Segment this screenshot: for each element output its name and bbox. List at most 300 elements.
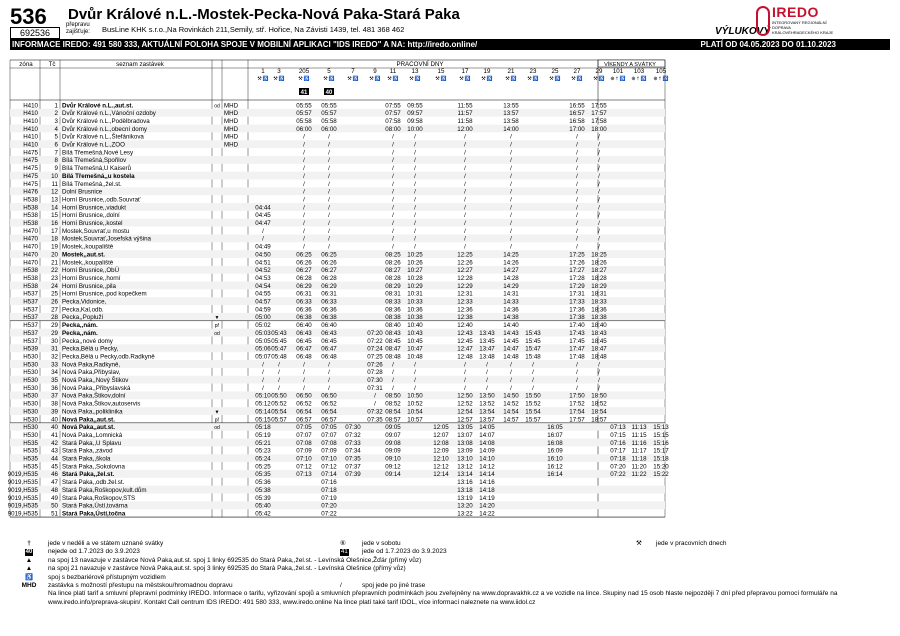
stop-index: 51: [51, 510, 58, 518]
stop-zone: H470: [23, 251, 38, 259]
stop-index: 40: [51, 424, 58, 432]
departure-time: 04:57: [255, 298, 271, 306]
departure-time: /: [464, 220, 466, 227]
departure-time: 06:38: [296, 314, 312, 322]
departure-time: /: [278, 369, 280, 377]
departure-time: 15:15: [653, 431, 669, 439]
departure-time: 17:45: [569, 337, 585, 345]
stop-index: 14: [51, 204, 58, 212]
departure-time: 05:57: [321, 110, 337, 118]
departure-time: /: [414, 180, 416, 188]
departure-time: /: [392, 180, 394, 188]
departure-time: 05:58: [321, 117, 337, 125]
departure-time: 18:50: [591, 392, 607, 400]
departure-time: /: [392, 204, 394, 212]
departure-time: 06:28: [296, 274, 312, 282]
departure-time: 14:00: [503, 125, 519, 133]
departure-time: 10:29: [407, 282, 423, 290]
stop-zone: H470: [23, 259, 38, 267]
departure-time: 14:20: [479, 502, 495, 510]
stop-index: 36: [51, 384, 58, 392]
departure-time: /: [464, 204, 466, 212]
stop-name: Pecka,Bělá u Pecky,: [62, 345, 119, 353]
departure-time: 07:17: [610, 447, 626, 455]
trip-number: 5: [327, 68, 331, 75]
departure-time: 06:57: [296, 416, 312, 424]
stop-name: Dvůr Králové n.L.,Vánoční ozdoby: [62, 110, 156, 118]
departure-time: 09:55: [407, 102, 423, 110]
departure-time: /: [303, 172, 305, 180]
departure-time: 18:28: [591, 274, 607, 282]
departure-time: /: [392, 384, 394, 392]
departure-time: 10:00: [407, 125, 423, 133]
departure-time: 05:58: [296, 117, 312, 125]
departure-time: 06:29: [296, 282, 312, 290]
departure-time: 05:24: [255, 455, 271, 463]
departure-time: /: [464, 212, 466, 220]
stop-name: Horní Brusnice,,kostel: [62, 220, 123, 227]
departure-time: /: [278, 361, 280, 369]
departure-time: 06:40: [321, 322, 337, 330]
departure-time: 05:25: [255, 463, 271, 471]
mhd-label: MHD: [21, 582, 37, 589]
stop-name: Bílá Třemešná,,žel.st.: [62, 180, 122, 188]
departure-time: 10:25: [407, 251, 423, 259]
departure-time: 07:13: [610, 424, 626, 432]
departure-time: /: [414, 165, 416, 173]
departure-time: 07:07: [296, 431, 312, 439]
departure-time: 05:39: [255, 494, 271, 502]
departure-time: /: [598, 165, 600, 173]
trip-symbols: ⚒ ♿: [323, 77, 335, 82]
stop-name: Dvůr Králové n.L.,Štefánikova: [62, 133, 144, 141]
departure-time: 17:26: [569, 259, 585, 267]
departure-time: /: [414, 220, 416, 227]
departure-time: /: [510, 149, 512, 157]
departure-time: 16:09: [547, 447, 563, 455]
operator-info: BusLine KHK s.r.o.,Na Rovinkách 211,Semily, stř. Hořice, Na Závisti 1439, tel. 481 368 462: [102, 25, 405, 34]
stop-name: Mostek,,aut.st.: [62, 251, 105, 259]
stop-name: Bílá Třemešná,U Kaiserů: [62, 165, 132, 173]
departure-time: 07:30: [367, 377, 383, 384]
departure-time: 10:40: [407, 322, 423, 330]
departure-time: 17:31: [569, 290, 585, 298]
departure-time: /: [392, 220, 394, 227]
departure-time: 05:55: [321, 102, 337, 110]
departure-time: 09:07: [385, 431, 401, 439]
departure-time: 12:33: [457, 298, 473, 306]
departure-time: 18:54: [591, 408, 607, 416]
departure-time: 18:38: [591, 314, 607, 322]
departure-time: 05:21: [255, 439, 271, 447]
departure-time: 08:47: [385, 345, 401, 353]
trip-number: 9: [373, 68, 377, 75]
departure-time: 08:25: [385, 251, 401, 259]
departure-time: /: [328, 227, 330, 235]
departure-time: /: [532, 377, 534, 384]
departure-time: /: [598, 361, 600, 369]
departure-time: 17:33: [569, 298, 585, 306]
stop-zone: H530: [23, 384, 38, 392]
departure-time: 05:57: [271, 416, 287, 424]
departure-time: 17:36: [569, 306, 585, 314]
trip-symbols: ⚒ ♿: [571, 77, 583, 82]
departure-time: 07:19: [321, 494, 337, 502]
trip-number: 3: [277, 68, 281, 75]
departure-time: 04:55: [255, 290, 271, 298]
stop-index: 33: [51, 361, 58, 369]
departure-time: /: [328, 220, 330, 227]
stop-index: 13: [51, 196, 58, 204]
group-weekend-header: VÍKENDY A SVÁTKY: [604, 62, 656, 68]
stop-zone: H530: [23, 361, 38, 369]
departure-time: 05:15: [255, 416, 271, 424]
stop-index: 50: [51, 502, 58, 510]
departure-time: 07:20: [367, 329, 383, 337]
departure-time: 17:25: [569, 251, 585, 259]
legend-40: nejede od 1.7.2023 do 3.9.2023: [48, 548, 140, 556]
stop-zone: H537: [23, 306, 38, 314]
stop-index: 37: [51, 392, 58, 400]
departure-time: /: [262, 227, 264, 235]
departure-time: 05:35: [255, 471, 271, 479]
departure-time: 06:40: [296, 322, 312, 330]
departure-time: 14:09: [479, 447, 495, 455]
departure-time: /: [392, 369, 394, 377]
departure-time: 07:35: [345, 455, 361, 463]
departure-time: 15:52: [525, 400, 541, 408]
trip-number: 103: [633, 68, 645, 75]
departure-time: 05:10: [255, 392, 271, 400]
stop-zone: H535: [23, 439, 38, 447]
stop-zone: H538: [23, 274, 38, 282]
departure-time: 12:54: [457, 408, 473, 416]
departure-time: 17:47: [569, 345, 585, 353]
departure-time: 12:36: [457, 306, 473, 314]
trip-number: 23: [529, 68, 537, 75]
departure-time: /: [598, 377, 600, 384]
stop-name: Bílá Třemešná,Spořilov: [62, 157, 127, 165]
stop-zone: H537: [23, 290, 38, 298]
departure-time: /: [464, 196, 466, 204]
departure-time: 16:58: [569, 117, 585, 125]
departure-time: 18:33: [591, 298, 607, 306]
departure-time: 07:09: [296, 447, 312, 455]
departure-time: /: [392, 157, 394, 165]
departure-time: 13:52: [479, 400, 495, 408]
stop-zone: H475: [23, 165, 38, 173]
departure-time: 09:08: [385, 439, 401, 447]
departure-time: 12:09: [433, 447, 449, 455]
departure-time: /: [510, 227, 512, 235]
stop-zone: 9019,H535: [7, 502, 38, 510]
departure-time: 09:10: [385, 455, 401, 463]
departure-time: 15:48: [525, 353, 541, 361]
stop-flag: od: [214, 103, 220, 110]
departure-time: 09:05: [385, 424, 401, 432]
stop-name: Horní Brusnice,,dolní: [62, 212, 120, 220]
departure-time: 18:48: [591, 353, 607, 361]
stop-name: Nová Paka,,Přibyslavská: [62, 384, 131, 392]
departure-time: /: [464, 369, 466, 377]
stop-name: Nová Paka,Štikov,autoservis: [62, 400, 141, 408]
departure-time: /: [392, 243, 394, 251]
trip-symbols: ⚒ ♿: [273, 77, 285, 82]
departure-time: 04:51: [255, 259, 271, 267]
departure-time: 05:45: [271, 337, 287, 345]
departure-time: 17:57: [569, 416, 585, 424]
departure-time: 12:45: [457, 337, 473, 345]
departure-time: 12:00: [457, 125, 473, 133]
departure-time: /: [328, 188, 330, 196]
departure-time: /: [262, 361, 264, 369]
stop-zone: H537: [23, 314, 38, 322]
trip-symbols: ⚒ ♿: [298, 77, 310, 82]
group-workdays-header: PRACOVNÍ DNY: [396, 61, 444, 68]
departure-time: /: [464, 141, 466, 149]
stop-zone: H410: [23, 133, 38, 141]
departure-time: /: [510, 180, 512, 188]
departure-time: 05:48: [271, 353, 287, 361]
departure-time: 08:43: [385, 329, 401, 337]
trip-symbols: ⚒ ♿: [481, 77, 493, 82]
departure-time: /: [328, 384, 330, 392]
departure-time: 13:50: [479, 392, 495, 400]
stop-zone: H530: [23, 408, 38, 416]
departure-time: 07:18: [610, 455, 626, 463]
departure-time: 15:47: [525, 345, 541, 353]
departure-time: /: [392, 361, 394, 369]
departure-time: /: [464, 188, 466, 196]
departure-time: /: [576, 243, 578, 251]
departure-time: /: [510, 377, 512, 384]
departure-time: 15:43: [525, 329, 541, 337]
iredo-logo: IREDO INTEGROVANÝ REGIONÁLNÍ DOPRAVA KRÁLOVÉHRADECKÉHO KRAJE: [772, 4, 834, 38]
departure-time: 13:58: [503, 117, 519, 125]
departure-time: /: [414, 133, 416, 141]
departure-time: 18:40: [591, 322, 607, 330]
departure-time: /: [576, 235, 578, 243]
stop-index: 25: [51, 290, 58, 298]
departure-time: /: [414, 369, 416, 377]
departure-time: 13:54: [479, 408, 495, 416]
legend-saturday: jede v sobotu: [362, 540, 401, 547]
departure-time: 12:14: [433, 471, 449, 479]
departure-time: /: [278, 384, 280, 392]
departure-time: 06:25: [296, 251, 312, 259]
departure-time: 06:45: [321, 337, 337, 345]
departure-time: /: [392, 141, 394, 149]
departure-time: /: [576, 165, 578, 173]
departure-time: /: [303, 227, 305, 235]
departure-time: 12:08: [433, 439, 449, 447]
departure-time: 14:27: [503, 267, 519, 275]
stop-zone: 9019,H535: [7, 471, 38, 479]
departure-time: 18:47: [591, 345, 607, 353]
departure-time: 06:27: [321, 267, 337, 275]
stop-name: Dvůr Králové n.L.,obecní domy: [62, 125, 147, 133]
departure-time: /: [328, 157, 330, 165]
trip-number: 105: [655, 68, 667, 75]
departure-time: 17:57: [591, 110, 607, 118]
stop-index: 8: [54, 157, 58, 165]
departure-time: 17:50: [569, 392, 585, 400]
departure-time: 05:12: [255, 400, 271, 408]
departure-time: /: [598, 384, 600, 392]
stop-zone: H475: [23, 180, 38, 188]
departure-time: /: [392, 149, 394, 157]
departure-time: /: [303, 212, 305, 220]
departure-time: 06:00: [296, 125, 312, 133]
departure-time: 16:14: [547, 471, 563, 479]
departure-time: 13:10: [457, 455, 473, 463]
trip-symbols: ⚒ ♿: [369, 77, 381, 82]
departure-time: 14:36: [503, 306, 519, 314]
departure-time: 06:38: [321, 314, 337, 322]
departure-time: 05:50: [271, 392, 287, 400]
departure-time: 13:16: [457, 479, 473, 487]
trip-number: 13: [411, 68, 419, 75]
departure-time: /: [510, 369, 512, 377]
departure-time: /: [414, 196, 416, 204]
departure-time: 13:20: [457, 502, 473, 510]
stop-index: 44: [51, 455, 58, 463]
trip-symbols: ⊕ † ♿: [631, 77, 647, 82]
stop-index: 9: [54, 165, 58, 173]
departure-time: 14:48: [503, 353, 519, 361]
departure-time: /: [464, 133, 466, 141]
departure-time: 10:36: [407, 306, 423, 314]
departure-time: 10:27: [407, 267, 423, 275]
departure-time: 18:29: [591, 282, 607, 290]
stop-name: Nová Paka,Štikov,dolní: [62, 392, 126, 400]
departure-time: 18:26: [591, 259, 607, 267]
departure-time: 07:13: [296, 471, 312, 479]
departure-time: /: [328, 141, 330, 149]
stop-index: 6: [54, 141, 58, 149]
stop-index: 45: [51, 463, 58, 471]
departure-time: /: [303, 180, 305, 188]
departure-time: 10:50: [407, 392, 423, 400]
stop-name: Nová Paka,,aut.st.: [62, 416, 115, 424]
departure-time: /: [464, 157, 466, 165]
departure-time: 05:40: [255, 502, 271, 510]
departure-time: /: [576, 384, 578, 392]
departure-time: /: [486, 384, 488, 392]
stop-name: Nová Paka,,Nový Štikov: [62, 377, 129, 384]
departure-time: 10:48: [407, 353, 423, 361]
departure-time: 06:36: [296, 306, 312, 314]
departure-time: /: [303, 377, 305, 384]
departure-time: /: [598, 180, 600, 188]
stop-flag: ▼: [214, 315, 220, 322]
stop-zone: H535: [23, 463, 38, 471]
departure-time: 18:00: [591, 125, 607, 133]
departure-time: /: [510, 196, 512, 204]
departure-time: 14:10: [479, 455, 495, 463]
stop-index: 27: [51, 306, 58, 314]
departure-time: 12:47: [457, 345, 473, 353]
stop-zone: H537: [23, 322, 38, 330]
departure-time: 08:36: [385, 306, 401, 314]
stop-index: 22: [51, 267, 58, 275]
departure-time: /: [303, 384, 305, 392]
departure-time: 07:32: [345, 431, 361, 439]
departure-time: /: [598, 220, 600, 227]
departure-time: 06:31: [296, 290, 312, 298]
departure-time: 07:22: [321, 510, 337, 518]
stop-index: 29: [51, 322, 58, 330]
departure-time: /: [303, 188, 305, 196]
departure-time: /: [510, 361, 512, 369]
stop-index: 42: [51, 439, 58, 447]
departure-time: 07:39: [345, 471, 361, 479]
stop-name: Horní Brusnice,,ObÚ: [62, 267, 120, 275]
departure-time: /: [510, 157, 512, 165]
departure-time: /: [392, 235, 394, 243]
departure-time: /: [464, 361, 466, 369]
departure-time: 07:26: [367, 361, 383, 369]
legend-connection-13: na spoj 13 navazuje v zastávce Nová Paka,aut.st. spoj 1 linky 692535 do Stará Paka,,žel.st. - Levínská Olešnice,Žďár (přímý vůz): [48, 556, 422, 564]
stop-zone: H470: [23, 243, 38, 251]
stop-zone: H475: [23, 172, 38, 180]
stop-index: 30: [51, 337, 58, 345]
validity-period: PLATÍ OD 04.05.2023 DO 01.10.2023: [700, 40, 836, 49]
departure-time: 12:50: [457, 392, 473, 400]
departure-time: /: [303, 133, 305, 141]
departure-time: /: [598, 204, 600, 212]
departure-time: /: [464, 235, 466, 243]
departure-time: 06:33: [321, 298, 337, 306]
departure-time: 08:52: [385, 400, 401, 408]
line-number: 536: [10, 4, 47, 29]
stop-name: Pecka,,nám.: [62, 322, 98, 330]
departure-time: /: [510, 212, 512, 220]
departure-time: 15:17: [653, 447, 669, 455]
departure-time: 07:08: [296, 439, 312, 447]
row-shade: [10, 187, 665, 195]
departure-time: 12:43: [457, 329, 473, 337]
departure-time: /: [328, 377, 330, 384]
departure-time: /: [262, 384, 264, 392]
departure-time: /: [303, 157, 305, 165]
departure-time: /: [414, 227, 416, 235]
stop-name: Horní Brusnice,,pod kopečkem: [62, 290, 147, 298]
departure-time: 06:26: [296, 259, 312, 267]
col-stops-header: seznam zastávek: [116, 61, 164, 68]
mhd-label: MHD: [224, 133, 239, 141]
departure-time: 08:27: [385, 267, 401, 275]
departure-time: 09:58: [407, 117, 423, 125]
departure-time: 07:05: [296, 424, 312, 432]
departure-time: 05:18: [255, 424, 271, 432]
departure-time: 05:52: [271, 400, 287, 408]
departure-time: /: [464, 377, 466, 384]
departure-time: /: [414, 235, 416, 243]
departure-time: /: [392, 165, 394, 173]
departure-time: /: [328, 204, 330, 212]
departure-time: 10:57: [407, 416, 423, 424]
stop-index: 2: [54, 110, 58, 118]
trip-symbols: ⚒ ♿: [409, 77, 421, 82]
departure-time: /: [262, 235, 264, 243]
departure-time: 10:28: [407, 274, 423, 282]
departure-time: /: [576, 227, 578, 235]
departure-time: 12:07: [433, 431, 449, 439]
departure-time: 06:48: [321, 353, 337, 361]
departure-time: 18:36: [591, 306, 607, 314]
stop-index: 29: [51, 329, 58, 337]
